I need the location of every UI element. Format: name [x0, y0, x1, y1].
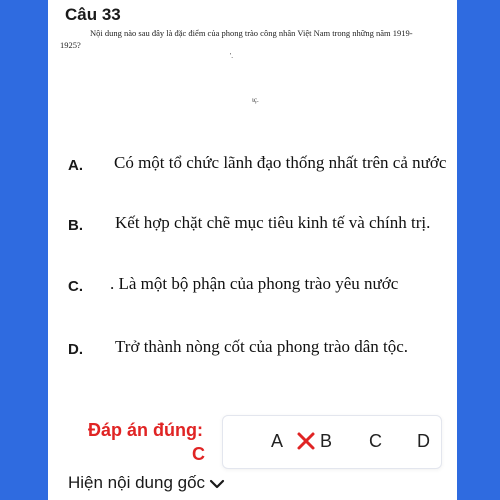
question-card: [48, 0, 457, 500]
option-d[interactable]: [68, 335, 448, 365]
show-original-toggle[interactable]: [68, 473, 225, 493]
option-letter: C.: [68, 278, 83, 295]
chevron-down-icon: [209, 478, 225, 490]
option-text: . Là một bộ phận của phong trào yêu nước: [110, 274, 399, 293]
option-c[interactable]: [68, 272, 448, 302]
show-original-label: Hiện nội dung gốc: [68, 473, 206, 492]
option-letter: A.: [68, 157, 83, 174]
option-text: Trở thành nòng cốt của phong trào dân tộc.: [115, 337, 409, 356]
correct-answer-label: Đáp án đúng:: [88, 420, 203, 440]
option-letter: B.: [68, 217, 83, 234]
answer-choice-panel: [222, 415, 442, 469]
option-a[interactable]: [68, 151, 448, 181]
correct-answer-value: C: [192, 444, 205, 464]
option-letter: D.: [68, 341, 83, 358]
question-text: Nội dung nào sau đây là đặc điểm của phong trào công nhân Việt Nam trong những năm 1919-1925?: [60, 28, 413, 50]
choice-d[interactable]: D: [417, 431, 430, 451]
choice-c[interactable]: C: [369, 431, 382, 451]
stray-mark: ιç.: [252, 96, 259, 104]
wrong-x-icon: [296, 431, 316, 451]
choice-b[interactable]: B: [320, 431, 333, 451]
choice-a[interactable]: A: [271, 431, 284, 451]
question-title: Câu 33: [65, 5, 121, 24]
stray-mark: '.: [230, 52, 234, 60]
option-text: Có một tổ chức lãnh đạo thống nhất trên cả nước: [114, 153, 447, 172]
option-text: Kết hợp chặt chẽ mục tiêu kinh tế và chính trị.: [115, 213, 431, 232]
option-b[interactable]: [68, 211, 448, 241]
